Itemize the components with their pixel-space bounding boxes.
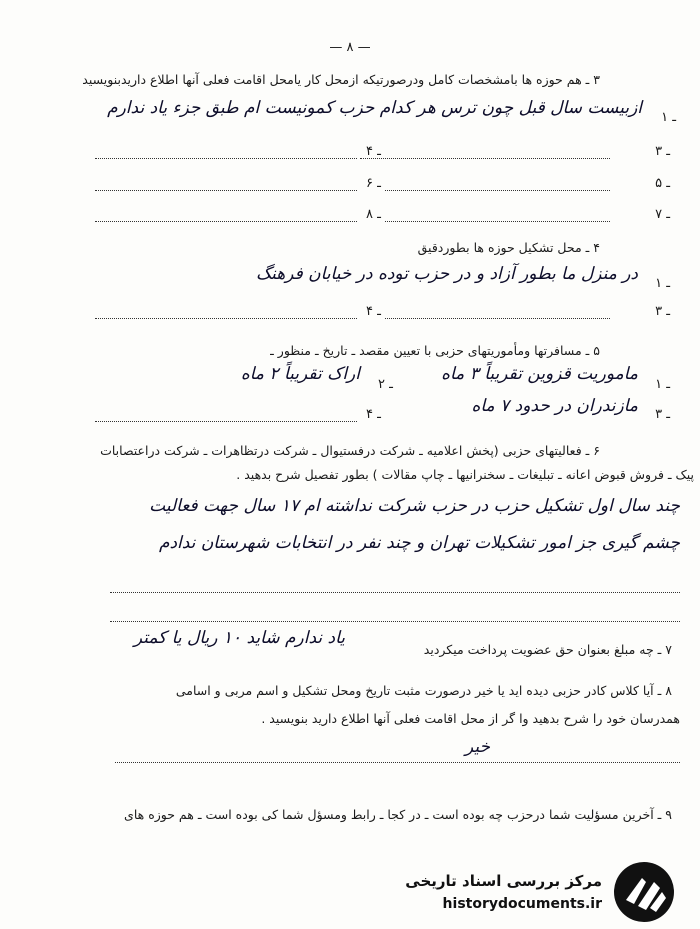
row-number: ۴ ـ (366, 407, 381, 422)
question-6-label-2: پیک ـ فروش قبوض اعانه ـ تبلیغات ـ سخنرانیها ـ چاپ مقالات ) بطور تفصیل شرح بدهید . (236, 467, 694, 482)
blank-line (360, 158, 610, 159)
row-number: ۵ ـ (655, 176, 670, 191)
question-5-answer-2: اراک تقریباً ۲ ماه (240, 364, 360, 384)
watermark-url: historydocuments.ir (442, 896, 602, 912)
row-number: ۸ ـ (366, 207, 381, 222)
blank-line (95, 221, 357, 222)
watermark-title: مرکز بررسی اسناد تاریخی (405, 872, 602, 890)
blank-line (110, 592, 680, 593)
blank-line (385, 318, 610, 319)
question-5-answer-3: مازندران در حدود ۷ ماه (471, 396, 638, 416)
question-7-answer: یاد ندارم شاید ۱۰ ریال یا کمتر (133, 628, 345, 648)
question-3-label: ۳ ـ هم حوزه ها بامشخصات کامل ودرصورتیکه ازمحل کار یامحل اقامت فعلی آنها اطلاع داریدبنویسید (82, 72, 600, 87)
archive-watermark (392, 858, 682, 924)
row-number: ۲ ـ (378, 377, 393, 392)
question-9-label: ۹ ـ آخرین مسؤلیت شما درحزب چه بوده است ـ در کجا ـ رابط ومسؤل شما کی بوده است ـ هم حوزه های (124, 807, 672, 822)
row-number: ۱ ـ (661, 110, 676, 125)
archive-logo-icon (612, 860, 676, 924)
row-number: ۱ ـ (655, 377, 670, 392)
blank-line (95, 190, 357, 191)
row-number: ۷ ـ (655, 207, 670, 222)
row-number: ۶ ـ (366, 176, 381, 191)
blank-line (385, 190, 610, 191)
row-number: ۱ ـ (655, 276, 670, 291)
blank-line (95, 158, 357, 159)
question-3-answer: ازبیست سال قبل چون ترس هر کدام حزب کمونیست ام طبق جزء یاد ندارم (107, 98, 642, 118)
question-5-answer-1: ماموریت قزوین تقریباً ۳ ماه (441, 364, 638, 384)
question-7-label: ۷ ـ چه مبلغ بعنوان حق عضویت پرداخت میکردید (423, 642, 672, 657)
question-6-answer-2: چشم گیری جز امور تشکیلات تهران و چند نفر در انتخابات شهرستان ندادم (158, 533, 680, 553)
question-8-label-1: ۸ ـ آیا کلاس کادر حزبی دیده اید یا خیر درصورت مثبت تاریخ ومحل تشکیل و اسم مربی و اسامی (175, 683, 672, 698)
question-5-label: ۵ ـ مسافرتها ومأموریتهای حزبی با تعیین مقصد ـ تاریخ ـ منظور ـ (270, 343, 600, 358)
blank-line (95, 421, 357, 422)
blank-line (95, 318, 357, 319)
question-6-answer-1: چند سال اول تشکیل حزب در حزب شرکت نداشته ام ۱۷ سال جهت فعالیت (149, 496, 680, 516)
question-4-label: ۴ ـ محل تشکیل حوزه ها بطوردقیق (417, 240, 600, 255)
blank-line (115, 762, 680, 763)
row-number: ۴ ـ (366, 304, 381, 319)
page-number: — ۸ — (329, 40, 371, 55)
row-number: ۳ ـ (655, 144, 670, 159)
row-number: ۳ ـ (655, 304, 670, 319)
question-6-label-1: ۶ ـ فعالیتهای حزبی (پخش اعلامیه ـ شرکت درفستیوال ـ شرکت درتظاهرات ـ شرکت دراعتصابات (100, 443, 600, 458)
question-8-label-2: همدرسان خود را شرح بدهید وا گر از محل اقامت فعلی آنها اطلاع دارید بنویسید . (261, 711, 680, 726)
row-number: ۴ ـ (366, 144, 381, 159)
blank-line (385, 221, 610, 222)
question-4-answer: در منزل ما بطور آزاد و در حزب توده در خیابان فرهنگ (255, 264, 638, 284)
question-8-answer: خیر (464, 737, 490, 757)
blank-line (110, 621, 680, 622)
row-number: ۳ ـ (655, 407, 670, 422)
